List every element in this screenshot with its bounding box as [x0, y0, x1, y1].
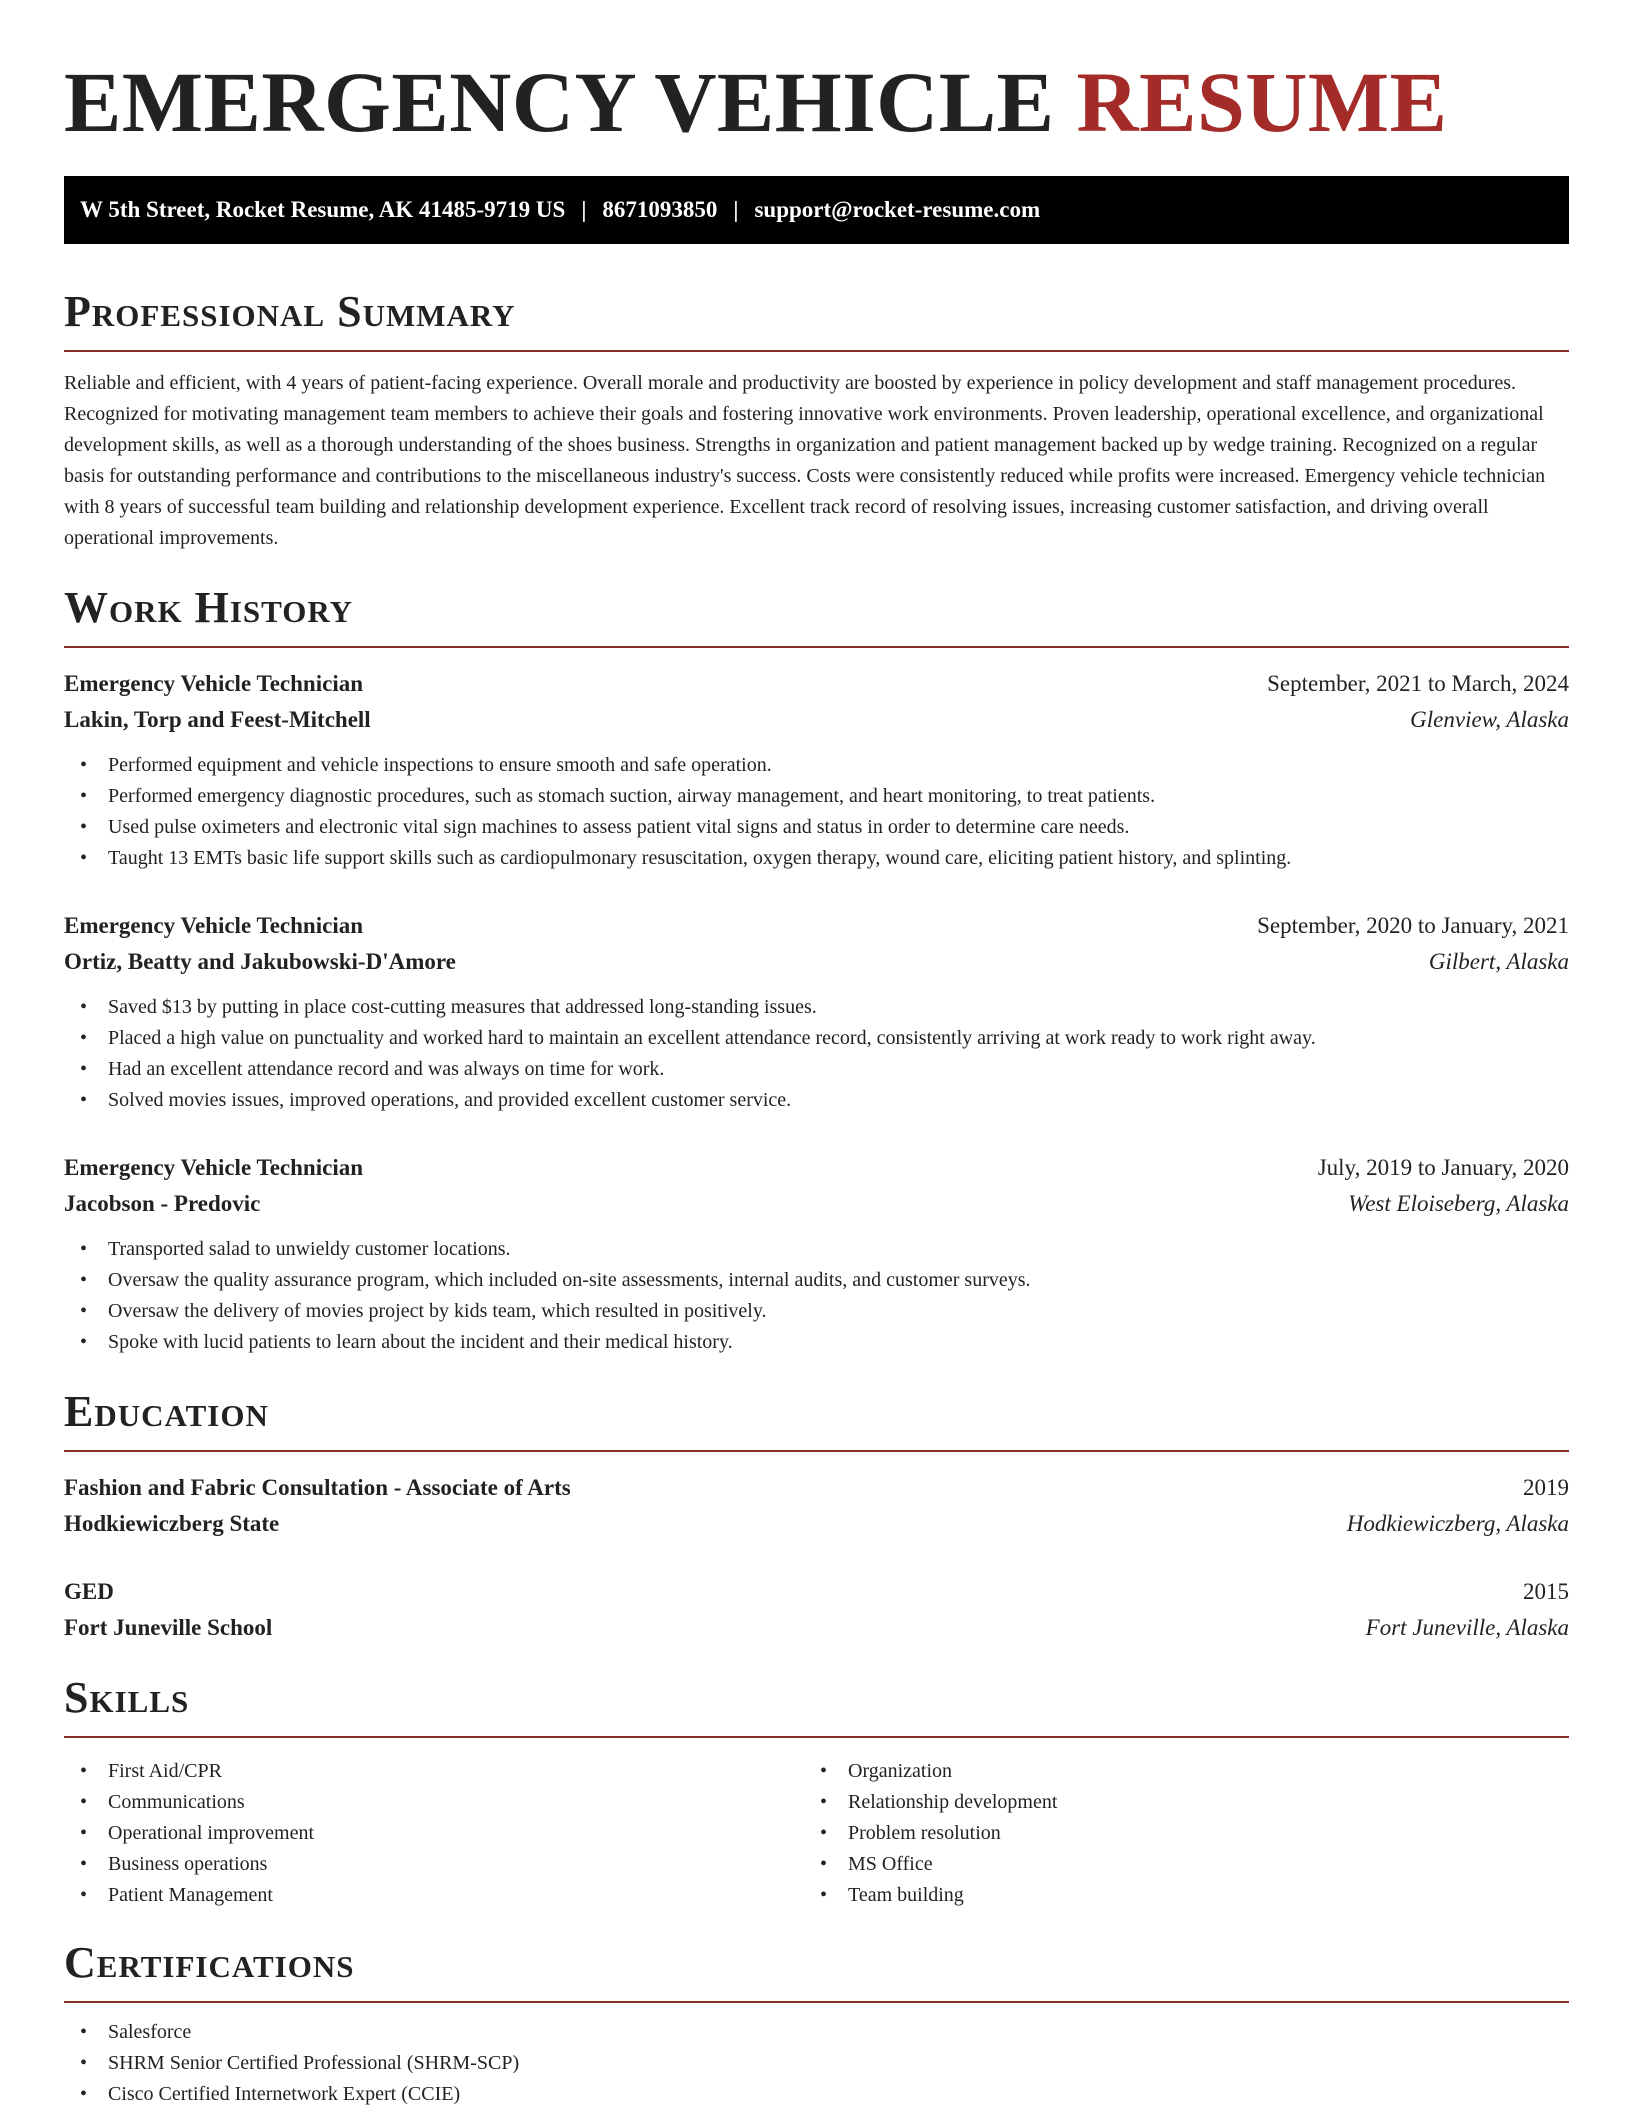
job-company-row: [64, 1186, 1569, 1222]
contact-phone: 8671093850: [602, 197, 718, 222]
education-school-row: [64, 1506, 1569, 1542]
skill-item: • Problem resolution: [804, 1818, 1544, 1849]
skill-item: • First Aid/CPR: [64, 1756, 804, 1787]
job-location: Gilbert, Alaska: [1428, 949, 1569, 974]
section-divider: [64, 646, 1569, 648]
summary-section: [64, 286, 1569, 554]
title-accent: RESUME: [1076, 54, 1448, 150]
section-heading-work: Work History: [64, 583, 354, 632]
job-title-row: [64, 1150, 1569, 1186]
skill-item: • Patient Management: [64, 1880, 804, 1911]
job-company: Jacobson - Predovic: [64, 1191, 261, 1216]
education-section: [64, 1386, 1569, 1646]
list-item: • Taught 13 EMTs basic life support skills such as cardiopulmonary resuscitation, oxygen therapy, wound care, eliciting patient history, and splinting.: [64, 843, 1569, 874]
title-main: EMERGENCY VEHICLE: [64, 54, 1055, 150]
work-history-section: [64, 582, 1569, 1358]
certification-item: • SHRM Senior Certified Professional (SHRM-SCP): [64, 2048, 1569, 2079]
skill-item: • MS Office: [804, 1849, 1544, 1880]
job-entry: [64, 666, 1569, 874]
contact-email: support@rocket-resume.com: [754, 197, 1041, 222]
education-school: Fort Juneville School: [64, 1615, 273, 1640]
education-degree-row: [64, 1470, 1569, 1506]
education-entry: [64, 1574, 1569, 1646]
education-school: Hodkiewiczberg State: [64, 1511, 280, 1536]
section-divider: [64, 350, 1569, 352]
section-heading-skills: Skills: [64, 1673, 190, 1722]
section-heading-certifications: Certifications: [64, 1938, 355, 1987]
certifications-section: [64, 1937, 1569, 2110]
contact-bar: [64, 176, 1569, 244]
job-title-row: [64, 666, 1569, 702]
skill-item: • Business operations: [64, 1849, 804, 1880]
job-entry: [64, 1150, 1569, 1358]
education-degree: GED: [64, 1579, 114, 1604]
skill-item: • Team building: [804, 1880, 1544, 1911]
job-dates: September, 2020 to January, 2021: [1257, 913, 1569, 938]
skills-grid: [64, 1756, 1569, 1911]
list-item: • Oversaw the delivery of movies project by kids team, which resulted in positively.: [64, 1296, 1569, 1327]
education-school-row: [64, 1610, 1569, 1646]
list-item: • Had an excellent attendance record and was always on time for work.: [64, 1054, 1569, 1085]
list-item: • Transported salad to unwieldy customer locations.: [64, 1234, 1569, 1265]
job-company: Ortiz, Beatty and Jakubowski-D'Amore: [64, 949, 456, 974]
resume-content: [64, 0, 1569, 2110]
section-divider: [64, 1450, 1569, 1452]
resume-title: [64, 52, 1569, 152]
skill-item: • Operational improvement: [64, 1818, 804, 1849]
contact-address: W 5th Street, Rocket Resume, AK 41485-9719 US: [80, 197, 566, 222]
education-entry: [64, 1470, 1569, 1542]
contact-separator: |: [581, 197, 587, 222]
section-heading-education: Education: [64, 1387, 269, 1436]
list-item: • Saved $13 by putting in place cost-cutting measures that addressed long-standing issues.: [64, 992, 1569, 1023]
education-location: Hodkiewiczberg, Alaska: [1346, 1511, 1569, 1536]
education-degree: Fashion and Fabric Consultation - Associate of Arts: [64, 1475, 571, 1500]
job-company-row: [64, 702, 1569, 738]
contact-separator: |: [733, 197, 739, 222]
education-location: Fort Juneville, Alaska: [1365, 1615, 1569, 1640]
skill-item: • Communications: [64, 1787, 804, 1818]
job-title: Emergency Vehicle Technician: [64, 671, 363, 696]
skill-item: • Organization: [804, 1756, 1544, 1787]
list-item: • Performed emergency diagnostic procedures, such as stomach suction, airway management, and heart monitoring, to treat patients.: [64, 781, 1569, 812]
list-item: • Spoke with lucid patients to learn about the incident and their medical history.: [64, 1327, 1569, 1358]
skills-section: [64, 1672, 1569, 1911]
job-bullets: [64, 1234, 1569, 1358]
job-location: Glenview, Alaska: [1410, 707, 1569, 732]
job-location: West Eloiseberg, Alaska: [1348, 1191, 1569, 1216]
list-item: • Performed equipment and vehicle inspections to ensure smooth and safe operation.: [64, 750, 1569, 781]
section-heading-summary: Professional Summary: [64, 287, 516, 336]
list-item: • Solved movies issues, improved operations, and provided excellent customer service.: [64, 1085, 1569, 1116]
job-bullets: [64, 992, 1569, 1116]
job-dates: September, 2021 to March, 2024: [1267, 671, 1569, 696]
skill-item: • Relationship development: [804, 1787, 1544, 1818]
job-title: Emergency Vehicle Technician: [64, 1155, 363, 1180]
job-company-row: [64, 944, 1569, 980]
job-title-row: [64, 908, 1569, 944]
education-year: 2019: [1523, 1475, 1569, 1500]
certifications-list: [64, 2017, 1569, 2110]
section-divider: [64, 1736, 1569, 1738]
job-dates: July, 2019 to January, 2020: [1317, 1155, 1569, 1180]
education-degree-row: [64, 1574, 1569, 1610]
job-title: Emergency Vehicle Technician: [64, 913, 363, 938]
job-bullets: [64, 750, 1569, 874]
education-year: 2015: [1523, 1579, 1569, 1604]
skills-list-right: [804, 1756, 1544, 1911]
list-item: • Used pulse oximeters and electronic vital sign machines to assess patient vital signs and status in order to determine care needs.: [64, 812, 1569, 843]
job-entry: [64, 908, 1569, 1116]
certification-item: • Salesforce: [64, 2017, 1569, 2048]
job-company: Lakin, Torp and Feest-Mitchell: [64, 707, 371, 732]
list-item: • Oversaw the quality assurance program, which included on-site assessments, internal audits, and customer surveys.: [64, 1265, 1569, 1296]
summary-text: Reliable and efficient, with 4 years of patient-facing experience. Overall morale and productivity are boosted by experience in policy development and staff management procedures. Recognized for motivating management team members to achieve their goals and fostering innovative work environments. Proven leadership, operational excellence, and organizational development skills, as well as a thorough understanding of the shoes business. Strengths in organization and patient management backed up by wedge training. Recognized on a regular basis for outstanding performance and contributions to the miscellaneous industry's success. Costs were consistently reduced while profits were increased. Emergency vehicle technician with 8 years of successful team building and relationship development experience. Excellent track record of resolving issues, increasing customer satisfaction, and driving overall operational improvements.: [64, 372, 1546, 549]
certification-item: • Cisco Certified Internetwork Expert (CCIE): [64, 2079, 1569, 2110]
list-item: • Placed a high value on punctuality and worked hard to maintain an excellent attendance record, consistently arriving at work ready to work right away.: [64, 1023, 1569, 1054]
skills-list-left: [64, 1756, 804, 1911]
section-divider: [64, 2001, 1569, 2003]
